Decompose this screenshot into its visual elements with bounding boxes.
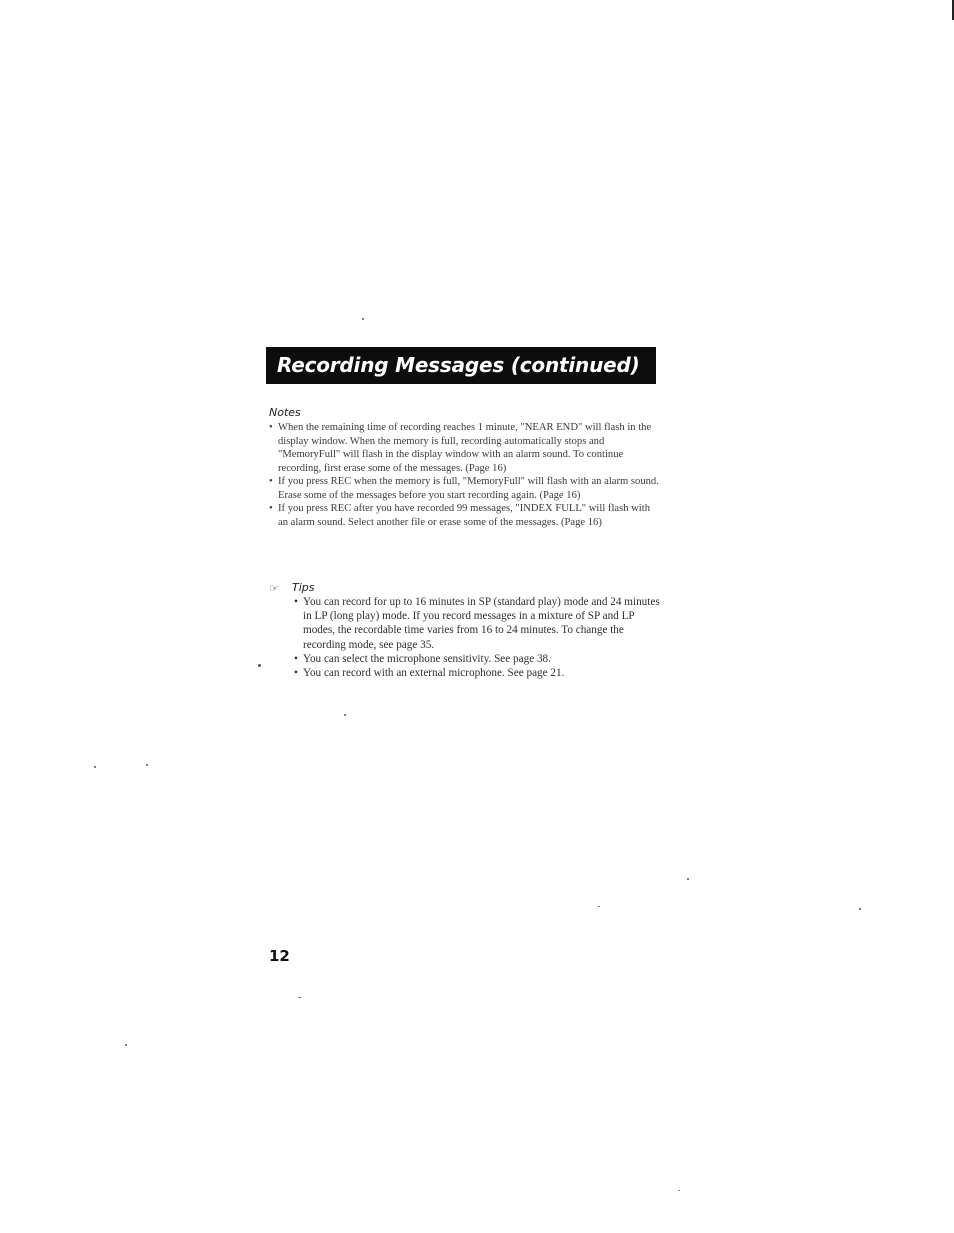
scan-speck [362, 318, 364, 320]
bullet-icon: • [269, 422, 273, 433]
page-number: 12 [269, 947, 290, 965]
tip-text: You can record for up to 16 minutes in SP (standard play) mode and 24 minutes in LP (long play) mode. If you record messages in a mixture of SP and LP modes, the recordable time varies from 16 to 24 minutes. To change the recording mode, see page 35. [303, 596, 660, 651]
note-text: If you press REC after you have recorded 99 messages, "INDEX FULL" will flash with an alarm sound. Select another file or erase some of the messages. (Page 16) [278, 503, 650, 528]
list-item [294, 652, 664, 666]
scan-speck [598, 906, 600, 907]
bullet-icon: • [269, 503, 273, 514]
pointing-hand-icon: ☞ [269, 582, 279, 595]
scan-speck [94, 766, 96, 768]
list-item [269, 421, 659, 475]
scan-speck [687, 878, 689, 880]
tip-text: You can select the microphone sensitivity. See page 38. [303, 652, 551, 665]
bullet-icon: • [269, 476, 273, 487]
list-item [294, 595, 664, 652]
list-item [269, 502, 659, 529]
scan-speck [146, 764, 148, 766]
section-banner [266, 347, 656, 384]
scan-speck [859, 908, 861, 910]
scan-speck [298, 997, 301, 998]
scan-speck [258, 664, 261, 667]
note-text: If you press REC when the memory is full, "MemoryFull" will flash with an alarm sound. Erase some of the messages before you start recording again. (Page 16) [278, 476, 659, 501]
bullet-icon: • [294, 652, 298, 665]
notes-list [269, 421, 659, 529]
list-item [294, 666, 664, 680]
bullet-icon: • [294, 667, 298, 680]
notes-heading: Notes [269, 406, 301, 419]
section-title: Recording Messages (continued) [277, 353, 640, 377]
tips-list [294, 595, 664, 680]
scan-speck [344, 714, 346, 716]
scan-speck [678, 1190, 680, 1191]
list-item [269, 475, 659, 502]
note-text: When the remaining time of recording reaches 1 minute, "NEAR END" will flash in the display window. When the memory is full, recording automatically stops and "MemoryFull" will flash in the display window with an alarm sound. To continue recording, first erase some of the messages. (Page 16) [278, 422, 652, 474]
bullet-icon: • [294, 596, 298, 608]
scan-speck [125, 1044, 127, 1046]
tips-heading: Tips [292, 581, 315, 594]
tip-text: You can record with an external microphone. See page 21. [303, 667, 565, 680]
